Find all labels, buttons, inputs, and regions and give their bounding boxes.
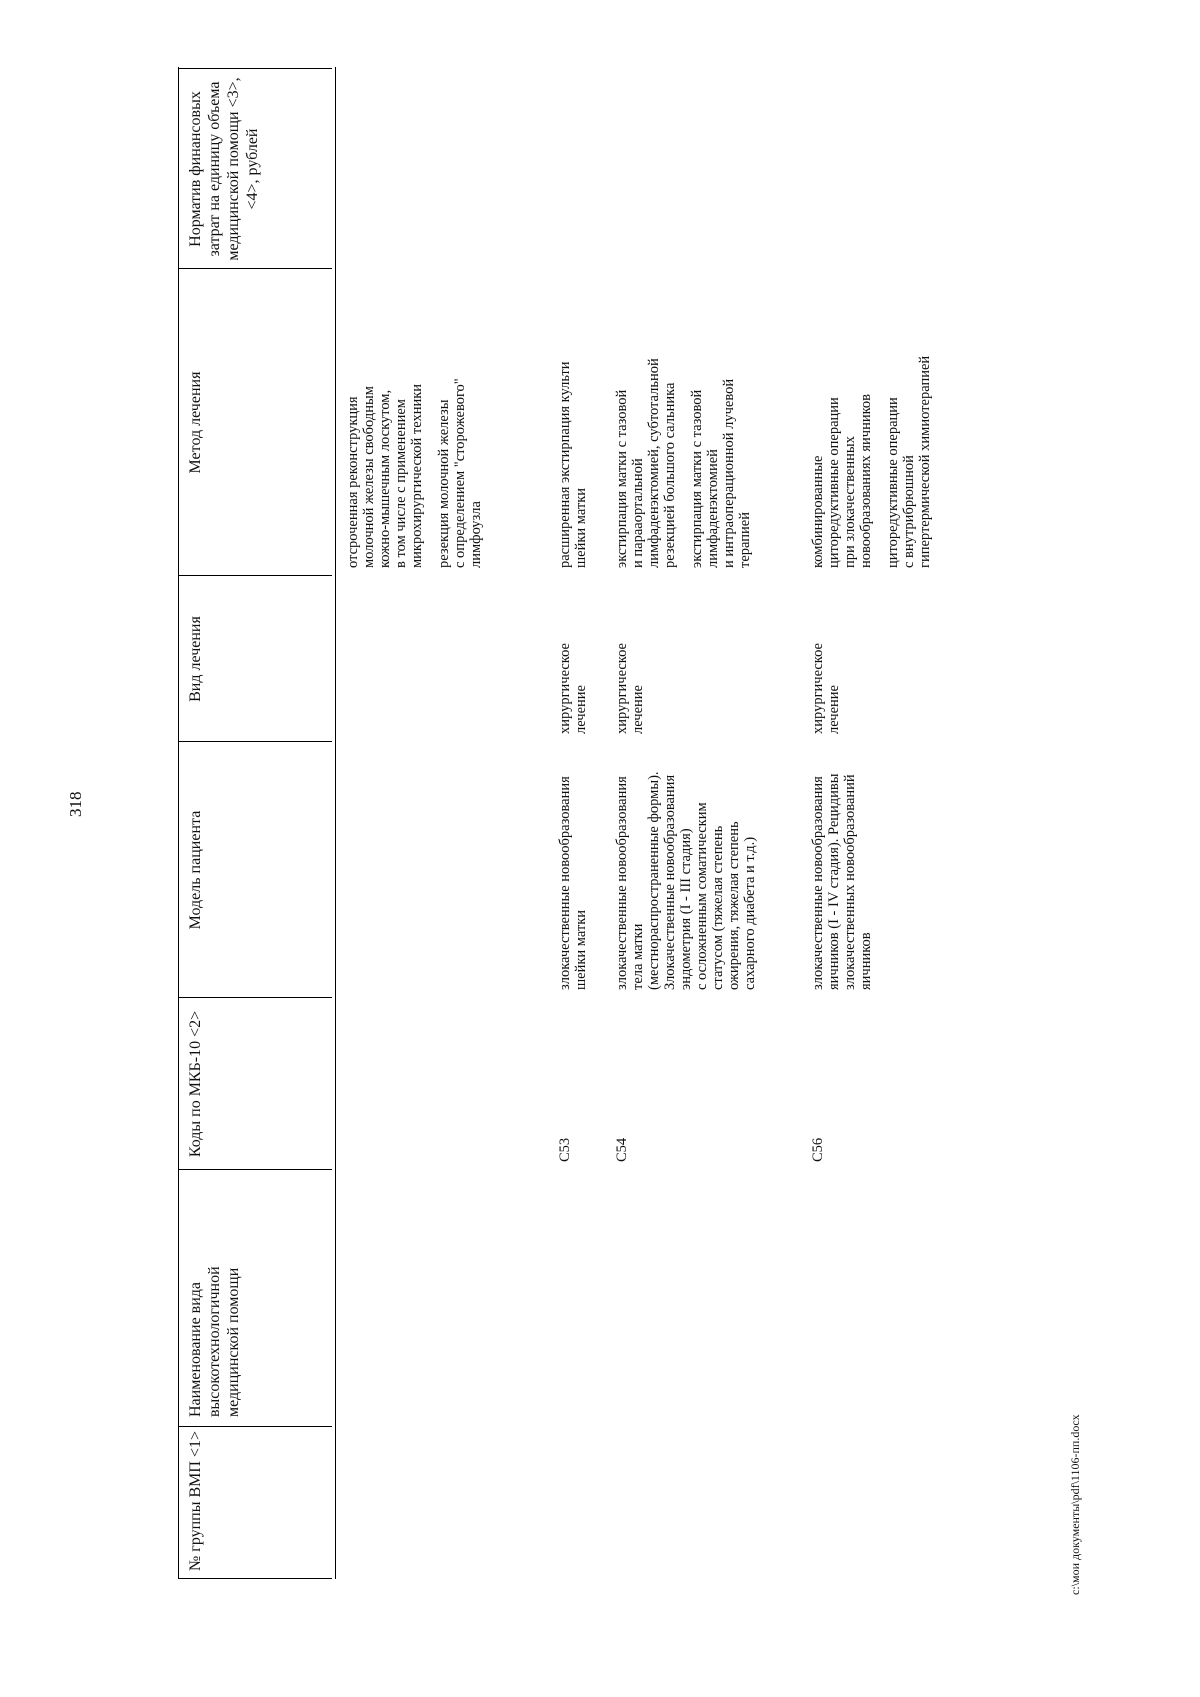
method-line: терапией <box>737 512 753 568</box>
model-line: с осложненным соматическим <box>694 802 710 990</box>
icd-code: C56 <box>810 1137 826 1162</box>
model-line: сахарного диабета и т.д.) <box>742 836 758 990</box>
column-divider <box>178 1169 332 1170</box>
method-line: отсроченная реконструкция <box>345 396 361 568</box>
model-line: шейки матки <box>573 909 589 990</box>
model-line: злокачественные новообразования <box>810 776 826 990</box>
model-line: эндометрия (I - III стадия) <box>678 828 694 990</box>
model-line: статусом (тяжелая степень <box>710 825 726 990</box>
method-cell <box>614 358 764 568</box>
model-line: злокачественные новообразования <box>614 776 630 990</box>
method-entry <box>557 361 589 568</box>
method-cell <box>345 378 495 568</box>
model-line: яичников <box>858 932 874 990</box>
method-line: лимфоузла <box>468 501 484 568</box>
column-divider <box>178 1578 332 1579</box>
type-line: лечение <box>826 685 842 734</box>
method-line: шейки матки <box>573 487 589 568</box>
model-line: яичников (I - IV стадия). Рецидивы <box>826 773 842 990</box>
method-line: лимфаденэктомией, субтотальной <box>646 358 662 568</box>
method-entry <box>436 378 484 568</box>
column-divider <box>178 741 332 742</box>
method-line: микрохирургической техники <box>409 383 425 568</box>
column-divider <box>178 68 332 69</box>
patient-model-cell <box>557 776 589 990</box>
method-line: и парааортальной <box>630 458 646 568</box>
header-model: Модель пациента <box>187 810 204 930</box>
method-line: кожно-мышечным лоскутом, <box>377 389 393 568</box>
method-line: циторедуктивные операции <box>826 397 842 568</box>
icd-code: C53 <box>557 1137 573 1162</box>
method-line: при злокачественных <box>842 436 858 568</box>
patient-model-cell <box>810 774 874 991</box>
model-line: злокачественных новообразований <box>842 774 858 990</box>
method-line: расширенная экстирпация культи <box>557 361 573 568</box>
treatment-type-cell <box>614 643 646 734</box>
type-line: хирургическое <box>810 643 826 734</box>
method-line: в том числе с применением <box>393 399 409 568</box>
column-divider <box>178 268 332 269</box>
column-divider <box>178 997 332 998</box>
header-treatment-type: Вид лечения <box>187 616 204 702</box>
table-top-border <box>178 67 179 1579</box>
method-cell <box>557 361 600 568</box>
header-codes: Коды по МКБ-10 <2> <box>187 1010 204 1158</box>
table-header-bottom-border <box>335 67 336 1579</box>
footer-file-path: c:\мои документы\pdf\1106-пп.docx <box>1068 1414 1082 1595</box>
method-entry <box>614 358 678 568</box>
model-line: тела матки <box>630 923 646 990</box>
header-name: Наименование вида высокотехнологичной медицинской помощи <box>187 1266 242 1417</box>
method-line: с внутрибрюшной <box>901 455 917 568</box>
method-entry <box>810 356 874 568</box>
method-line: резекцией большого сальника <box>662 382 678 568</box>
method-line: новообразованиях яичников <box>858 393 874 568</box>
type-line: хирургическое <box>614 643 630 734</box>
method-entry <box>885 356 933 568</box>
method-line: резекция молочной железы <box>436 399 452 568</box>
method-line: гипертермической химиотерапией <box>917 355 933 568</box>
header-norm: Норматив финансовых затрат на единицу объема медицинской помощи <3>, <4>, рублей <box>187 77 261 261</box>
header-group: № группы ВМП <1> <box>187 1431 204 1571</box>
treatment-type-cell <box>557 643 589 734</box>
model-line: злокачественные новообразования <box>557 776 573 990</box>
method-line: циторедуктивные операции <box>885 397 901 568</box>
type-line: лечение <box>573 685 589 734</box>
method-line: лимфаденэктомией <box>705 449 721 568</box>
icd-code: C54 <box>614 1137 630 1162</box>
patient-model-cell <box>614 771 758 990</box>
type-line: хирургическое <box>557 643 573 734</box>
method-entry <box>345 378 425 568</box>
header-method: Метод лечения <box>187 371 204 474</box>
method-line: экстирпация матки с тазовой <box>689 389 705 568</box>
treatment-type-cell <box>810 643 842 734</box>
method-cell <box>810 356 944 568</box>
page-number: 318 <box>66 791 85 817</box>
model-line: Злокачественные новообразования <box>662 774 678 990</box>
method-entry <box>689 358 753 568</box>
method-line: с определением "сторожевого" <box>452 378 468 568</box>
method-line: молочной железы свободным <box>361 386 377 568</box>
method-line: комбинированные <box>810 455 826 568</box>
method-line: и интраоперационной лучевой <box>721 378 737 568</box>
column-divider <box>178 1426 332 1427</box>
column-divider <box>178 575 332 576</box>
model-line: (местнораспространенные формы). <box>646 771 662 990</box>
model-line: ожирения, тяжелая степень <box>726 821 742 990</box>
method-line: экстирпация матки с тазовой <box>614 389 630 568</box>
type-line: лечение <box>630 685 646 734</box>
